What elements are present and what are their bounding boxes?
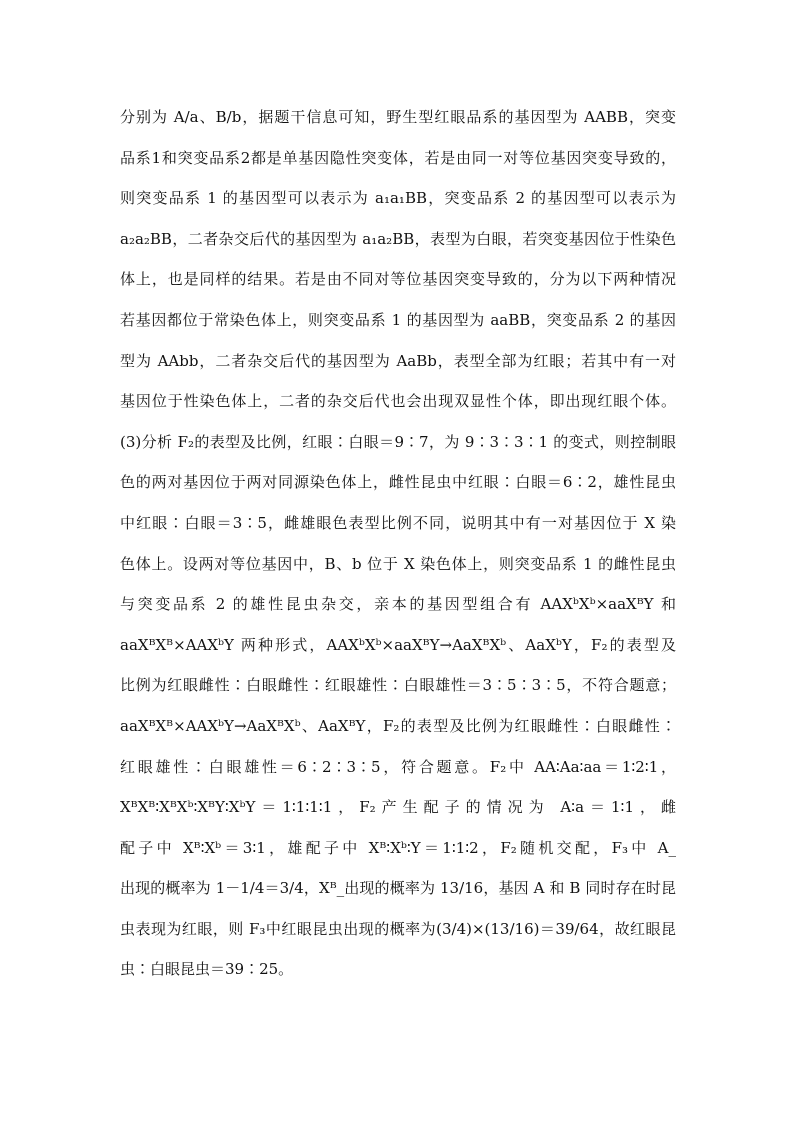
text-line: 基因位于性染色体上，二者的杂交后代也会出现双显性个体，即出现红眼个体。 (120, 392, 676, 411)
text-line: 虫∶白眼昆虫＝39∶25。 (120, 960, 294, 979)
text-line: 体上，也是同样的结果。若是由不同对等位基因突变导致的，分为以下两种情况 (120, 270, 676, 289)
text-line: 品系1和突变品系2都是单基因隐性突变体，若是由同一对等位基因突变导致的， (120, 148, 676, 167)
text-line: 中红眼∶白眼＝3∶5，雌雄眼色表型比例不同，说明其中有一对基因位于 X 染 (120, 513, 676, 532)
text-line: 则突变品系 1 的基因型可以表示为 a₁a₁BB，突变品系 2 的基因型可以表示为 (120, 189, 676, 208)
text-line: 出现的概率为 1－1/4＝3/4，Xᴮ_出现的概率为 13/16，基因 A 和 B 同时存在时昆 (120, 879, 676, 898)
text-line: 比例为红眼雌性∶白眼雌性∶红眼雄性∶白眼雄性＝3∶5∶3∶5，不符合题意； (120, 676, 676, 695)
text-line: aaXᴮXᴮ×AAXᵇY 两种形式，AAXᵇXᵇ×aaXᴮY→AaXᴮXᵇ、AaXᵇY，F₂的表型及 (120, 635, 676, 654)
text-line: 与突变品系 2 的雄性昆虫杂交，亲本的基因型组合有 AAXᵇXᵇ×aaXᴮY 和 (120, 595, 676, 614)
text-line: 色体上。设两对等位基因中，B、b 位于 X 染色体上，则突变品系 1 的雌性昆虫 (120, 554, 676, 573)
text-line: 配子中 Xᴮ∶Xᵇ＝3∶1，雄配子中 Xᴮ∶Xᵇ∶Y＝1∶1∶2，F₂随机交配，F₃中 A_ (120, 838, 676, 857)
text-line: (3)分析 F₂的表型及比例，红眼∶白眼＝9∶7，为 9∶3∶3∶1 的变式，则控制眼 (120, 432, 676, 451)
text-line: 若基因都位于常染色体上，则突变品系 1 的基因型为 aaBB，突变品系 2 的基因 (120, 310, 676, 329)
text-line: 虫表现为红眼，则 F₃中红眼昆虫出现的概率为(3/4)×(13/16)＝39/64，故红眼昆 (120, 919, 676, 938)
explanation-paragraph (120, 97, 676, 990)
text-line: aaXᴮXᴮ×AAXᵇY→AaXᴮXᵇ、AaXᴮY，F₂的表型及比例为红眼雌性∶白眼雌性∶ (120, 716, 676, 735)
text-line: 分别为 A/a、B/b，据题干信息可知，野生型红眼品系的基因型为 AABB，突变 (120, 108, 676, 126)
text-line: 红眼雄性∶白眼雄性＝6∶2∶3∶5，符合题意。F₂中 AA∶Aa∶aa＝1∶2∶1， (120, 757, 676, 776)
text-line: a₂a₂BB，二者杂交后代的基因型为 a₁a₂BB，表型为白眼，若突变基因位于性染色 (120, 229, 676, 248)
text-line: 型为 AAbb，二者杂交后代的基因型为 AaBb，表型全部为红眼；若其中有一对 (120, 351, 676, 370)
text-line: 色的两对基因位于两对同源染色体上，雌性昆虫中红眼∶白眼＝6∶2，雄性昆虫 (120, 473, 676, 492)
text-line: XᴮXᴮ∶XᴮXᵇ∶XᴮY∶XᵇY＝1∶1∶1∶1，F₂产生配子的情况为 A∶a＝1∶1，雌 (120, 798, 676, 817)
